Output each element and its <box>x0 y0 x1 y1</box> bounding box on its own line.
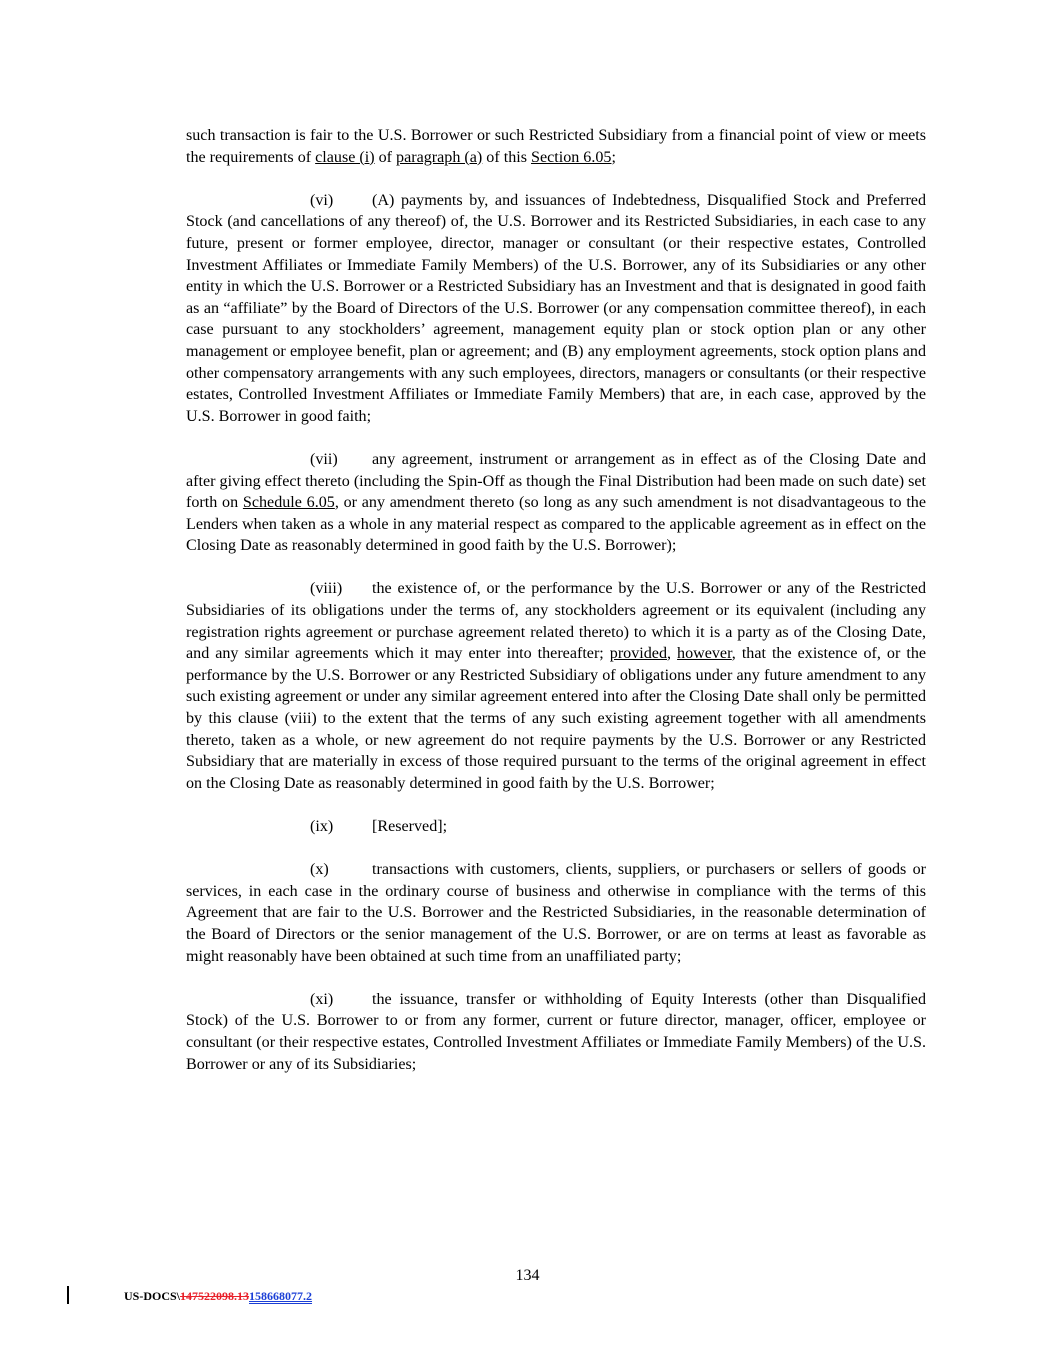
clause-number: (viii) <box>310 580 343 598</box>
cross-reference: provided <box>609 645 667 663</box>
text-run: , or any amendment thereto (so long as any such amendment is not disadvantageous to the Lenders when taken as a whole in any material respect as compared to the applicable agreement as in effect on the Closing Date as reasonably determined in good faith by the U.S. Borrower); <box>186 494 926 555</box>
text-run: transactions with customers, clients, suppliers, or purchasers or sellers of goods or services, in each case in the ordinary course of business and otherwise in compliance with the terms of this Agreement that are fair to the U.S. Borrower and the Restricted Subsidiaries, in the reasonable determination of the Board of Directors or the senior management of the U.S. Borrower, or are on terms at least as favorable as might reasonably have been obtained at such time from an unaffiliated party; <box>186 861 926 965</box>
cross-reference: Schedule 6.05 <box>242 494 335 512</box>
document-body <box>186 125 926 1097</box>
paragraph-x <box>186 859 926 967</box>
text-run: (A) payments by, and issuances of Indebtedness, Disqualified Stock and Preferred Stock (and cancellations of any thereof) of, the U.S. Borrower and its Restricted Subsidiaries, in each case to any future, present or former employee, director, manager or consultant (or their respective estates, Controlled Investment Affiliates or Immediate Family Members) of the U.S. Borrower, any of its Subsidiaries or any other entity in which the U.S. Borrower or a Restricted Subsidiary has an Investment and that is designated in good faith as an “affiliate” by the Board of Directors of the U.S. Borrower (or any compensation committee thereof), in each case pursuant to any stockholders’ agreement, management equity plan or stock option plan or any other management or employee benefit, plan or agreement; and (B) any employment agreements, stock option plans and other compensatory arrangements with any such employees, directors, managers or consultants (or their respective estates, Controlled Investment Affiliates or Immediate Family Members) that are, in each case, approved by the U.S. Borrower in good faith; <box>186 191 926 425</box>
paragraph-viii <box>186 578 926 794</box>
clause-number: (ix) <box>310 818 334 835</box>
paragraph-cont <box>186 125 926 168</box>
text-run: such transaction is fair to the U.S. Borrower or such Restricted Subsidiary from a financial point of view or meets the requirements of <box>186 127 926 166</box>
clause-number: (vii) <box>310 450 338 468</box>
document-id <box>124 1289 312 1304</box>
text-run: , that the existence of, or the performance by the U.S. Borrower or any Restricted Subsidiary of obligations under any future amendment to any such existing agreement or under any similar agreement entered into after the Closing Date shall only be permitted by this clause (viii) to the extent that the terms of any such existing agreement together with all amendments thereto, taken as a whole, or new agreement do not require payments by the U.S. Borrower or any Restricted Subsidiary that are materially in excess of those required pursuant to the terms of the original agreement in effect on the Closing Date as reasonably determined in good faith by the U.S. Borrower; <box>186 645 927 792</box>
docid-deleted: 147522098.13 <box>180 1289 250 1303</box>
clause-number: (x) <box>310 861 329 879</box>
clause-number: (xi) <box>310 990 334 1008</box>
cross-reference: however <box>677 645 732 663</box>
clause-number: (vi) <box>310 191 334 209</box>
text-run: of this <box>482 148 532 166</box>
cross-reference: paragraph (a) <box>396 148 483 166</box>
paragraph-vi <box>186 190 926 428</box>
change-bar <box>67 1286 69 1304</box>
text-run: any agreement, instrument or arrangement as in effect as of the Closing Date and after giving effect thereto (including the Spin-Off as though the Final Distribution had been made on such date) set forth on <box>186 450 926 512</box>
cross-reference: Section 6.05 <box>531 148 612 166</box>
cross-reference: clause (i) <box>315 148 375 166</box>
docid-prefix: US-DOCS\ <box>124 1289 181 1303</box>
paragraph-ix <box>186 816 926 838</box>
text-run: , <box>667 645 678 663</box>
docid-inserted: 158668077.2 <box>249 1289 313 1303</box>
text-run: the existence of, or the performance by the U.S. Borrower or any of the Restricted Subsidiaries of its obligations under the terms of, any stockholders agreement or its equivalent (including any registration rights agreement or purchase agreement related thereto) to which it is a party as of the Closing Date, and any similar agreements which it may enter into thereafter; <box>186 580 926 663</box>
paragraph-vii <box>186 449 926 557</box>
paragraph-xi <box>186 989 926 1075</box>
text-run: [Reserved]; <box>372 818 448 835</box>
text-run: ; <box>611 148 616 166</box>
page-number: 134 <box>515 1267 540 1284</box>
text-run: the issuance, transfer or withholding of Equity Interests (other than Disqualified Stock) of the U.S. Borrower to or from any former, current or future director, manager, officer, employee or consultant (or their respective estates, Controlled Investment Affiliates or Immediate Family Members) of the U.S. Borrower or any of its Subsidiaries; <box>186 990 926 1073</box>
text-run: of <box>374 148 397 166</box>
